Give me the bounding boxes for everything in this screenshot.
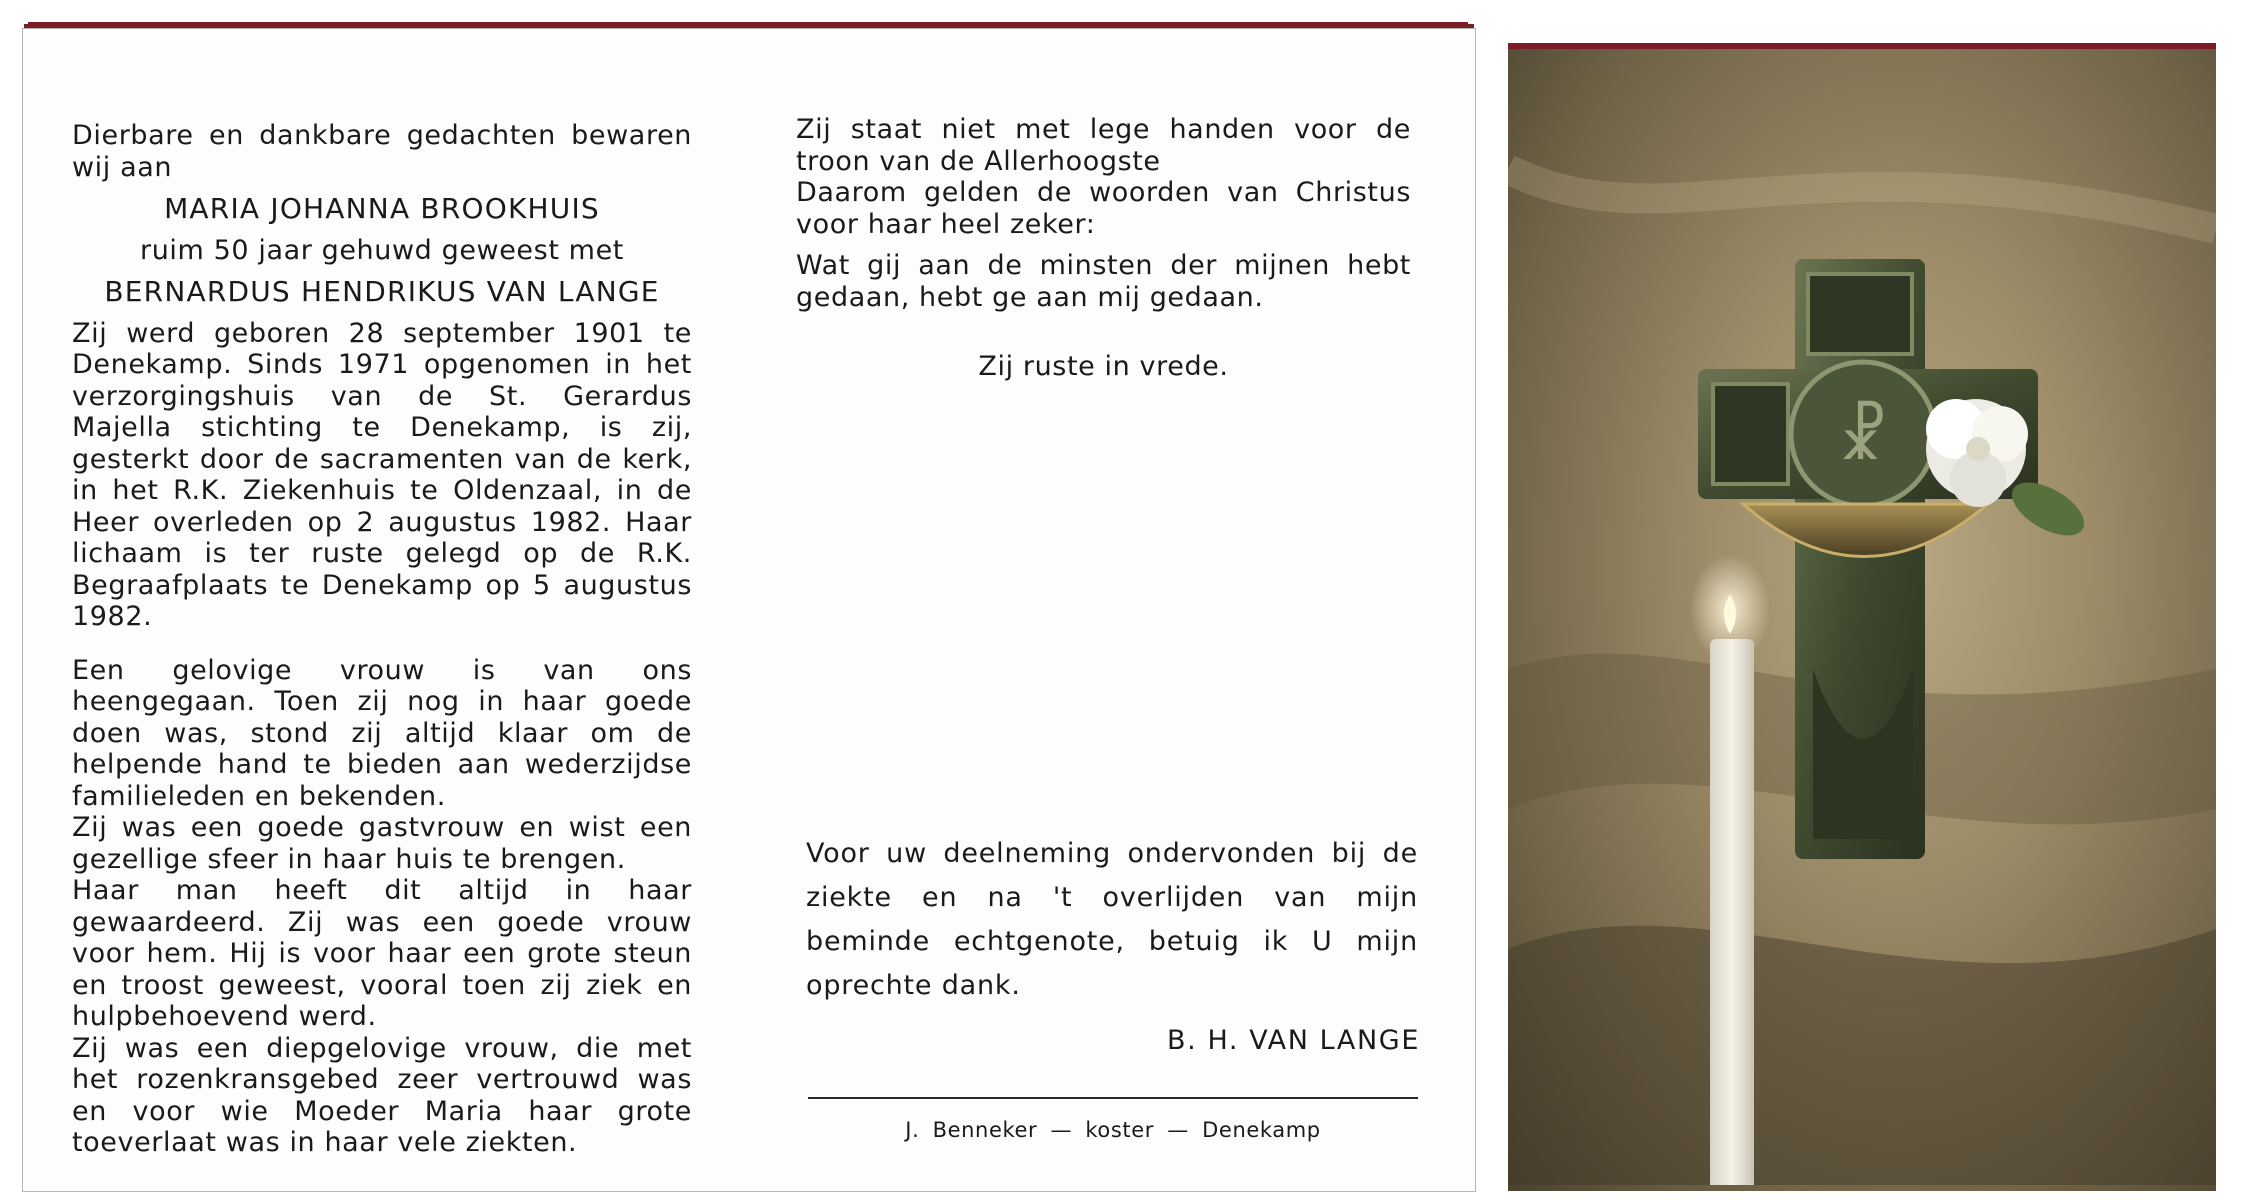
candle-icon xyxy=(1710,639,1754,1185)
right-column xyxy=(796,114,1411,383)
deceased-name: MARIA JOHANNA BROOKHUIS xyxy=(164,192,600,225)
signature: B. H. VAN LANGE xyxy=(1167,1025,1420,1056)
rest-in-peace: Zij ruste in vrede. xyxy=(978,351,1229,382)
biography: Zij werd geboren 28 september 1901 te Denekamp. Sinds 1971 opgenomen in het verzorgingshuis van de St. Gerardus Majella stichting te Denekamp, is zij, gesterkt door de sacramenten van de kerk, in het R.K. Ziekenhuis te Oldenzaal, in de Heer overleden op 2 augustus 1982. Haar lichaam is ter ruste gelegd op de R.K. Begraafplaats te Denekamp op 5 augustus 1982. xyxy=(72,317,692,632)
verse-3: Wat gij aan de minsten der mijnen hebt gedaan, hebt ge aan mij gedaan. xyxy=(796,250,1411,313)
cross-candle-illustration xyxy=(1508,49,2216,1185)
verse-1: Zij staat niet met lege handen voor de troon van de Allerhoogste xyxy=(796,114,1411,177)
svg-text:☧: ☧ xyxy=(1837,401,1889,475)
thanks-text: Voor uw deelneming ondervonden bij de ziekte en na 't overlijden van mijn beminde echtgenote, betuig ik U mijn oprechte dank. xyxy=(806,838,1418,1001)
tribute-paragraph-4: Zij was een diepgelovige vrouw, die met het rozenkransgebed zeer vertrouwd was en voor wie Moeder Maria haar grote toeverlaat was in haar vele ziekten. xyxy=(72,1032,692,1158)
printer-credit: J. Benneker — koster — Denekamp xyxy=(905,1118,1321,1142)
drapery-shadow xyxy=(1508,926,2216,1185)
divider-rule xyxy=(808,1097,1418,1099)
married-line: ruim 50 jaar gehuwd geweest met xyxy=(140,234,624,266)
devotional-photo xyxy=(1508,43,2216,1191)
drapery-highlight xyxy=(1508,169,2216,229)
tribute-paragraph-3: Haar man heeft dit altijd in haar gewaardeerd. Zij was een goede vrouw voor hem. Hij is voor haar een grote steun en troost geweest, vooral toen zij ziek en hulpbehoevend werd. xyxy=(72,875,692,1032)
verse-2: Daarom gelden de woorden van Christus voor haar heel zeker: xyxy=(796,177,1411,240)
intro-text: Dierbare en dankbare gedachten bewaren wij aan xyxy=(72,120,692,183)
left-column xyxy=(72,120,692,1159)
tribute-paragraph-1: Een gelovige vrouw is van ons heengegaan. Toen zij nog in haar goede doen was, stond zij altijd klaar om de helpende hand te bieden aan wederzijdse familieleden en bekenden. xyxy=(72,654,692,812)
spouse-name: BERNARDUS HENDRIKUS VAN LANGE xyxy=(104,275,660,308)
tribute-paragraph-2: Zij was een goede gastvrouw en wist een gezellige sfeer in haar huis te brengen. xyxy=(72,812,692,875)
chalice-bowl xyxy=(1743,504,1988,557)
